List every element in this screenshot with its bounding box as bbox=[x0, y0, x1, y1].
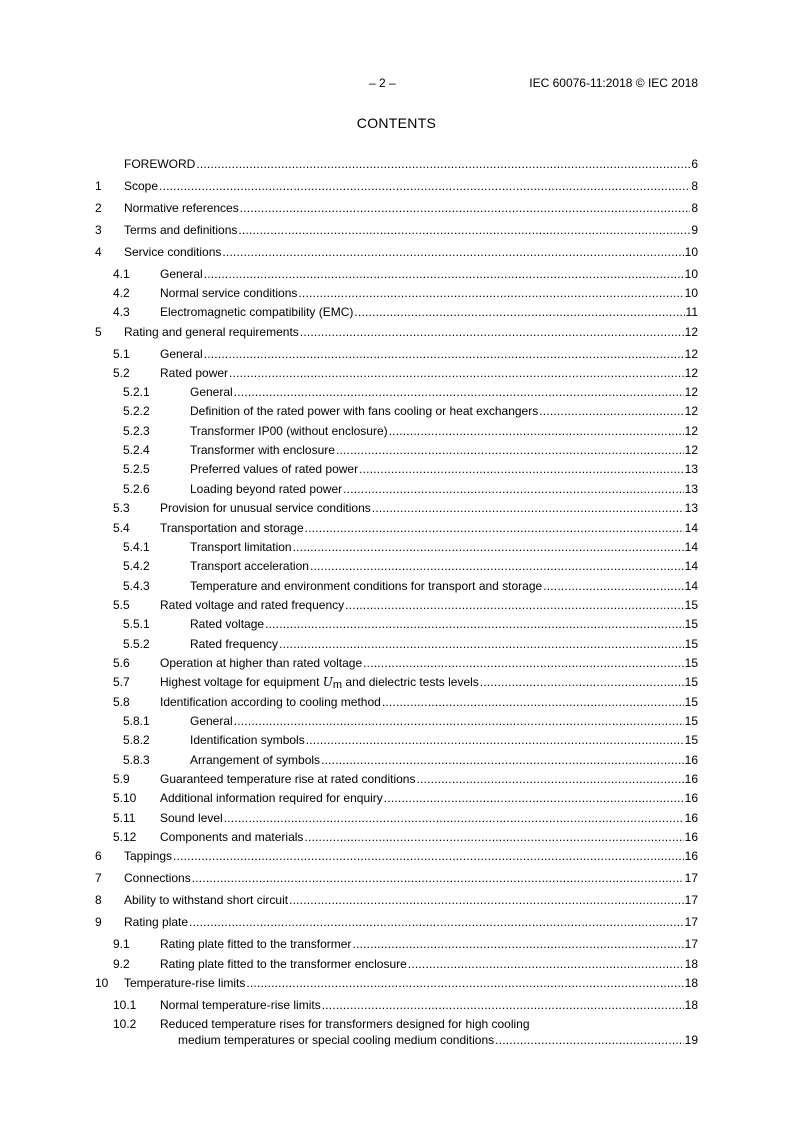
toc-leader-dots bbox=[543, 579, 683, 593]
toc-entry-title: Loading beyond rated power bbox=[190, 482, 343, 496]
toc-entry-title: Highest voltage for equipment $U_m$ and dielectric tests levels bbox=[160, 675, 479, 691]
toc-entry[interactable] bbox=[95, 915, 698, 929]
toc-entry-number: 5.5 bbox=[113, 598, 130, 612]
toc-entry-number: 5.8.3 bbox=[123, 753, 150, 767]
toc-entry-number: 5.8.1 bbox=[123, 714, 150, 728]
toc-entry-page: 12 bbox=[684, 325, 698, 339]
toc-leader-dots bbox=[382, 695, 684, 709]
toc-leader-dots bbox=[238, 223, 690, 237]
toc-entry-title: Tappings bbox=[124, 849, 173, 863]
toc-entry[interactable] bbox=[95, 811, 698, 825]
toc-entry[interactable] bbox=[95, 201, 698, 215]
toc-entry-number: 8 bbox=[95, 893, 102, 907]
toc-entry-title: General bbox=[190, 714, 233, 728]
toc-entry-title: Arrangement of symbols bbox=[190, 753, 321, 767]
toc-entry-number: 5.4.3 bbox=[123, 579, 150, 593]
toc-entry[interactable] bbox=[95, 849, 698, 863]
toc-entry-number: 5.4.1 bbox=[123, 540, 150, 554]
toc-leader-dots bbox=[336, 443, 684, 457]
toc-entry-page: 18 bbox=[684, 998, 698, 1012]
toc-leader-dots bbox=[306, 733, 684, 747]
toc-leader-dots bbox=[343, 482, 684, 496]
toc-entry[interactable] bbox=[95, 937, 698, 951]
toc-entry-title: Electromagnetic compatibility (EMC) bbox=[160, 305, 354, 319]
toc-entry-title: Transportation and storage bbox=[160, 521, 304, 535]
toc-leader-dots bbox=[305, 521, 684, 535]
toc-entry-title: Identification according to cooling method bbox=[160, 695, 381, 709]
toc-leader-dots bbox=[196, 157, 690, 171]
toc-entry-page: 15 bbox=[684, 617, 698, 631]
toc-entry-title: Provision for unusual service conditions bbox=[160, 501, 371, 515]
toc-entry-number: 7 bbox=[95, 871, 102, 885]
toc-entry[interactable] bbox=[95, 893, 698, 907]
toc-entry-number: 10 bbox=[95, 976, 109, 990]
toc-entry[interactable] bbox=[95, 267, 698, 281]
toc-entry-number: 9 bbox=[95, 915, 102, 929]
toc-entry-title: Rated voltage and rated frequency bbox=[160, 598, 345, 612]
toc-entry-title: Reduced temperature rises for transformers designed for high cooling bbox=[160, 1017, 530, 1031]
toc-entry-page: 12 bbox=[684, 347, 698, 361]
toc-leader-dots bbox=[416, 772, 683, 786]
toc-entry-number: 5.11 bbox=[113, 811, 136, 825]
toc-entry-number: 5.10 bbox=[113, 791, 137, 805]
toc-entry-title: Transformer with enclosure bbox=[190, 443, 335, 457]
toc-entry-number: 5.2.5 bbox=[123, 462, 150, 476]
toc-leader-dots bbox=[321, 753, 684, 767]
toc-entry-page: 14 bbox=[684, 559, 698, 573]
toc-entry[interactable] bbox=[95, 286, 698, 300]
toc-entry-title: Rated power bbox=[160, 366, 229, 380]
toc-leader-dots bbox=[265, 617, 684, 631]
toc-entry-title: Rating plate fitted to the transformer bbox=[160, 937, 352, 951]
toc-entry-number: 5.8 bbox=[113, 695, 130, 709]
toc-entry-number: 5.12 bbox=[113, 830, 137, 844]
toc-leader-dots bbox=[173, 849, 684, 863]
toc-entry-number: 1 bbox=[95, 179, 102, 193]
toc-entry-page: 13 bbox=[684, 501, 698, 515]
toc-entry-number: 4.3 bbox=[113, 305, 130, 319]
toc-entry-page: 9 bbox=[691, 223, 698, 237]
toc-entry-page: 15 bbox=[684, 733, 698, 747]
toc-entry-page: 8 bbox=[691, 201, 698, 215]
toc-entry[interactable] bbox=[95, 791, 698, 805]
toc-leader-dots bbox=[204, 347, 684, 361]
toc-entry-page: 12 bbox=[684, 443, 698, 457]
toc-entry-number: 5 bbox=[95, 325, 102, 339]
toc-entry-number: 5.5.2 bbox=[123, 637, 150, 651]
toc-entry-title: Rating plate bbox=[124, 915, 189, 929]
toc-entry[interactable] bbox=[95, 617, 698, 631]
toc-entry[interactable] bbox=[95, 753, 698, 767]
toc-entry[interactable] bbox=[95, 695, 698, 709]
toc-entry-page: 17 bbox=[684, 937, 698, 951]
toc-entry-page: 15 bbox=[684, 695, 698, 709]
toc-entry-page: 13 bbox=[684, 462, 698, 476]
toc-entry[interactable] bbox=[95, 733, 698, 747]
toc-leader-dots bbox=[384, 791, 684, 805]
toc-entry-number: 5.4.2 bbox=[123, 559, 150, 573]
toc-entry-number: 5.2 bbox=[113, 366, 130, 380]
toc-leader-dots bbox=[539, 404, 683, 418]
toc-entry[interactable] bbox=[95, 482, 698, 496]
toc-entry-number: 5.8.2 bbox=[123, 733, 150, 747]
toc-entry-page: 16 bbox=[684, 753, 698, 767]
toc-leader-dots bbox=[240, 201, 691, 215]
toc-leader-dots bbox=[310, 559, 684, 573]
toc-entry-title: General bbox=[190, 385, 233, 399]
toc-entry-title: Service conditions bbox=[124, 245, 222, 259]
toc-entry-number: 5.3 bbox=[113, 501, 130, 515]
toc-entry[interactable] bbox=[95, 871, 698, 885]
toc-entry[interactable] bbox=[95, 656, 698, 670]
toc-entry-number: 4.1 bbox=[113, 267, 130, 281]
toc-entry[interactable] bbox=[95, 443, 698, 457]
toc-entry[interactable] bbox=[95, 521, 698, 535]
toc-entry-number: 4.2 bbox=[113, 286, 130, 300]
toc-entry-title: Operation at higher than rated voltage bbox=[160, 656, 363, 670]
toc-entry[interactable] bbox=[95, 830, 698, 844]
toc-entry[interactable] bbox=[95, 366, 698, 380]
toc-entry-number: 5.6 bbox=[113, 656, 130, 670]
toc-leader-dots bbox=[389, 424, 684, 438]
toc-entry-page: 14 bbox=[684, 540, 698, 554]
toc-entry[interactable] bbox=[95, 223, 698, 237]
toc-entry-number: 5.2.3 bbox=[123, 424, 150, 438]
toc-entry[interactable] bbox=[95, 637, 698, 651]
toc-entry-page: 10 bbox=[684, 267, 698, 281]
toc-leader-dots bbox=[352, 937, 683, 951]
toc-entry-title: Transformer IP00 (without enclosure) bbox=[190, 424, 388, 438]
toc-entry-title: Normal temperature-rise limits bbox=[160, 998, 321, 1012]
toc-entry-page: 12 bbox=[684, 424, 698, 438]
toc-entry-title-continued: medium temperatures or special cooling medium conditions bbox=[178, 1033, 495, 1047]
toc-entry-page: 17 bbox=[684, 871, 698, 885]
toc-entry-title: Transport limitation bbox=[190, 540, 292, 554]
toc-entry-number: 5.9 bbox=[113, 772, 130, 786]
page-header bbox=[95, 76, 698, 92]
toc-leader-dots bbox=[279, 637, 684, 651]
toc-leader-dots bbox=[234, 385, 684, 399]
toc-entry[interactable] bbox=[95, 404, 698, 418]
voltage-symbol: $U_m$ bbox=[322, 675, 343, 691]
toc-entry-number: 5.5.1 bbox=[123, 617, 150, 631]
page-number: – 2 – bbox=[369, 76, 396, 90]
toc-entry-title: Temperature-rise limits bbox=[124, 976, 246, 990]
toc-entry-title: Additional information required for enquiry bbox=[160, 791, 383, 805]
toc-leader-dots bbox=[222, 245, 683, 259]
toc-entry-number: 5.4 bbox=[113, 521, 130, 535]
toc-entry-title: Rated frequency bbox=[190, 637, 279, 651]
toc-entry-page: 10 bbox=[684, 245, 698, 259]
toc-leader-dots bbox=[480, 675, 684, 689]
toc-entry[interactable] bbox=[95, 957, 698, 971]
toc-entry-page: 16 bbox=[684, 849, 698, 863]
toc-entry-number: 5.1 bbox=[113, 347, 130, 361]
toc-entry-title: Connections bbox=[124, 871, 191, 885]
toc-leader-dots bbox=[192, 871, 684, 885]
toc-entry-number: 4 bbox=[95, 245, 102, 259]
toc-entry-number: 9.1 bbox=[113, 937, 130, 951]
toc-entry[interactable] bbox=[95, 772, 698, 786]
toc-entry-page: 16 bbox=[684, 772, 698, 786]
document-reference: IEC 60076-11:2018 © IEC 2018 bbox=[529, 76, 698, 90]
toc-leader-dots bbox=[224, 811, 684, 825]
toc-leader-dots bbox=[204, 267, 684, 281]
toc-entry-title: General bbox=[160, 347, 203, 361]
toc-entry-number: 5.2.2 bbox=[123, 404, 150, 418]
toc-entry-title: Rating plate fitted to the transformer enclosure bbox=[160, 957, 407, 971]
toc-entry[interactable] bbox=[95, 675, 698, 691]
toc-entry-page: 19 bbox=[684, 1033, 698, 1047]
toc-entry-page: 6 bbox=[691, 157, 698, 171]
toc-entry[interactable] bbox=[95, 245, 698, 259]
toc-leader-dots bbox=[322, 998, 684, 1012]
toc-leader-dots bbox=[408, 957, 684, 971]
toc-leader-dots bbox=[234, 714, 684, 728]
toc-entry-page: 15 bbox=[684, 598, 698, 612]
toc-entry[interactable] bbox=[95, 501, 698, 515]
toc-entry-title: Transport acceleration bbox=[190, 559, 309, 573]
toc-entry-title: Definition of the rated power with fans cooling or heat exchangers bbox=[190, 404, 539, 418]
toc-entry-page: 17 bbox=[684, 915, 698, 929]
toc-entry-title: Rated voltage bbox=[190, 617, 265, 631]
toc-entry-page: 13 bbox=[684, 482, 698, 496]
toc-leader-dots bbox=[363, 656, 684, 670]
toc-entry-title: Guaranteed temperature rise at rated conditions bbox=[160, 772, 416, 786]
toc-entry-title: Normative references bbox=[124, 201, 239, 215]
toc-entry-page: 12 bbox=[684, 404, 698, 418]
toc-entry-number: 5.2.1 bbox=[123, 385, 150, 399]
toc-entry-number: 5.2.6 bbox=[123, 482, 150, 496]
toc-entry[interactable] bbox=[95, 976, 698, 990]
toc-entry-number: 3 bbox=[95, 223, 102, 237]
toc-entry-title: Identification symbols bbox=[190, 733, 305, 747]
toc-entry[interactable] bbox=[95, 424, 698, 438]
toc-entry[interactable] bbox=[95, 157, 698, 171]
toc-entry[interactable] bbox=[95, 559, 698, 573]
toc-entry-number: 5.2.4 bbox=[123, 443, 150, 457]
toc-entry-page: 14 bbox=[684, 521, 698, 535]
toc-entry-title: Rating and general requirements bbox=[124, 325, 299, 339]
toc-leader-dots bbox=[229, 366, 684, 380]
toc-leader-dots bbox=[345, 598, 684, 612]
toc-entry[interactable] bbox=[95, 347, 698, 361]
toc-entry-page: 16 bbox=[684, 791, 698, 805]
toc-entry-page: 12 bbox=[684, 366, 698, 380]
toc-leader-dots bbox=[298, 286, 683, 300]
toc-entry[interactable] bbox=[95, 305, 698, 319]
toc-leader-dots bbox=[293, 540, 684, 554]
toc-entry[interactable] bbox=[95, 540, 698, 554]
toc-entry-title: General bbox=[160, 267, 203, 281]
toc-entry-page: 18 bbox=[684, 957, 698, 971]
toc-entry-number: 6 bbox=[95, 849, 102, 863]
toc-entry-number: 10.1 bbox=[113, 998, 137, 1012]
toc-entry[interactable] bbox=[95, 462, 698, 476]
toc-leader-dots bbox=[246, 976, 683, 990]
toc-entry-title: Scope bbox=[124, 179, 159, 193]
toc-leader-dots bbox=[354, 305, 684, 319]
toc-entry-page: 10 bbox=[684, 286, 698, 300]
toc-entry[interactable] bbox=[95, 579, 698, 593]
toc-entry-page: 15 bbox=[684, 637, 698, 651]
toc-leader-dots bbox=[359, 462, 684, 476]
page-title: CONTENTS bbox=[356, 115, 437, 131]
toc-entry[interactable] bbox=[95, 998, 698, 1012]
toc-entry[interactable] bbox=[95, 385, 698, 399]
toc-entry[interactable] bbox=[95, 598, 698, 612]
toc-entry-page: 15 bbox=[684, 675, 698, 689]
toc-entry-page: 18 bbox=[684, 976, 698, 990]
toc-leader-dots bbox=[189, 915, 684, 929]
toc-entry-title: FOREWORD bbox=[124, 157, 196, 171]
toc-entry-title: Components and materials bbox=[160, 830, 304, 844]
toc-leader-dots bbox=[289, 893, 684, 907]
toc-entry-title: Ability to withstand short circuit bbox=[124, 893, 289, 907]
toc-entry[interactable] bbox=[95, 714, 698, 728]
toc-leader-dots bbox=[372, 501, 684, 515]
toc-leader-dots bbox=[495, 1033, 683, 1047]
toc-entry-title: Terms and definitions bbox=[124, 223, 238, 237]
toc-entry-number: 2 bbox=[95, 201, 102, 215]
toc-entry-number: 10.2 bbox=[113, 1017, 137, 1031]
toc-entry-page: 15 bbox=[684, 656, 698, 670]
toc-entry[interactable] bbox=[95, 325, 698, 339]
toc-entry-title: Preferred values of rated power bbox=[190, 462, 359, 476]
toc-entry[interactable] bbox=[95, 1017, 698, 1047]
toc-leader-dots bbox=[300, 325, 684, 339]
toc-entry-number: 5.7 bbox=[113, 675, 130, 689]
toc-leader-dots bbox=[304, 830, 683, 844]
toc-leader-dots bbox=[159, 179, 690, 193]
toc-entry-title: Normal service conditions bbox=[160, 286, 298, 300]
toc-entry-title: Temperature and environment conditions for transport and storage bbox=[190, 579, 543, 593]
toc-entry-page: 8 bbox=[691, 179, 698, 193]
toc-entry-page: 16 bbox=[684, 830, 698, 844]
toc-entry-page: 14 bbox=[684, 579, 698, 593]
toc-entry-number: 9.2 bbox=[113, 957, 130, 971]
toc-entry-title: Sound level bbox=[160, 811, 223, 825]
toc-entry[interactable] bbox=[95, 179, 698, 193]
toc-entry-page: 16 bbox=[684, 811, 698, 825]
toc-entry-page: 15 bbox=[684, 714, 698, 728]
toc-entry-page: 12 bbox=[684, 385, 698, 399]
toc-entry-page: 17 bbox=[684, 893, 698, 907]
toc-entry-page: 11 bbox=[685, 305, 698, 319]
